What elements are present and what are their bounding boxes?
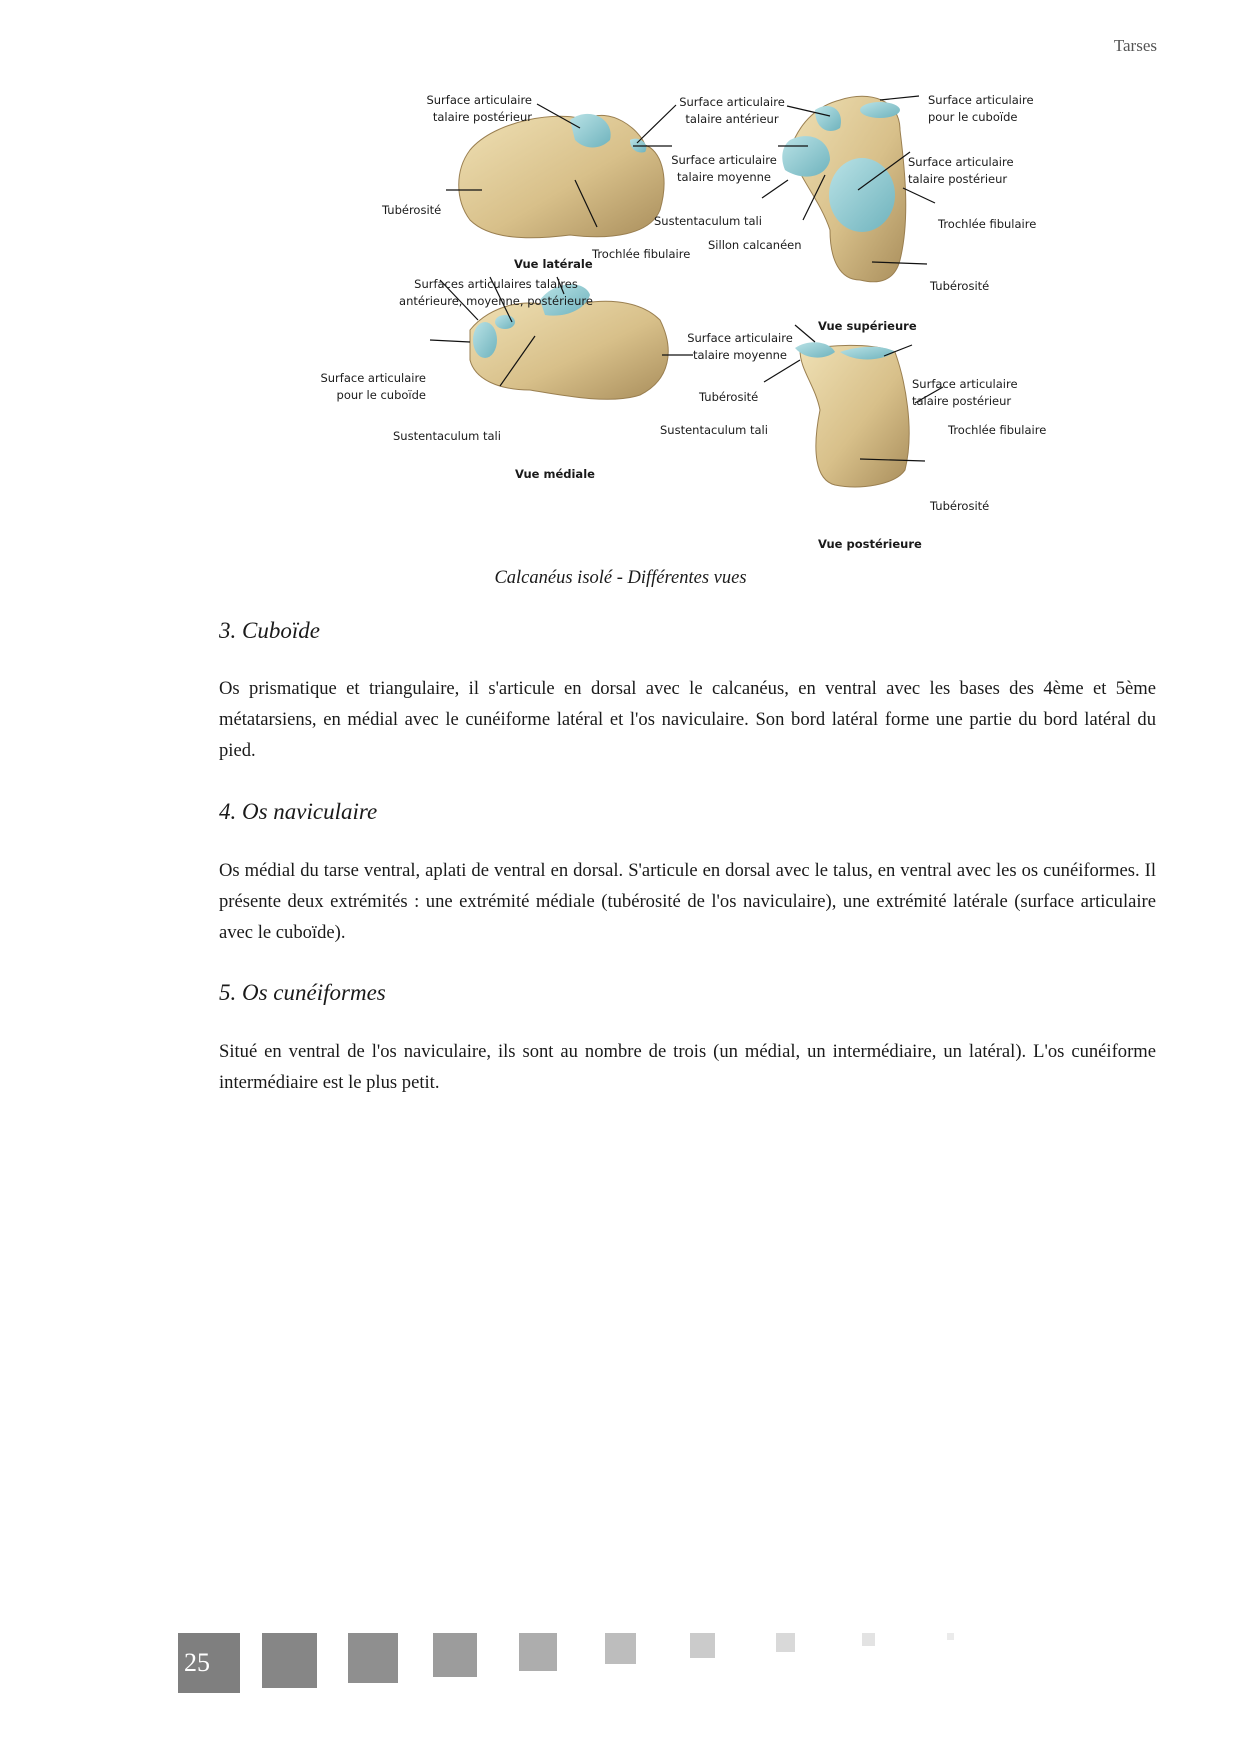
footer-square xyxy=(947,1633,954,1640)
label-lateral-trochlea: Trochlée fibulaire xyxy=(592,247,691,261)
label-medial-cuboid-surface: Surface articulaire pour le cuboïde xyxy=(320,371,426,402)
footer-square xyxy=(605,1633,636,1664)
label-lateral-tuberosity: Tubérosité xyxy=(382,203,442,217)
footer-square xyxy=(433,1633,477,1677)
footer-square xyxy=(519,1633,557,1671)
label-medial-sustentaculum: Sustentaculum tali xyxy=(393,429,501,443)
label-medial-tuberosity: Tubérosité xyxy=(699,390,759,404)
footer-square xyxy=(348,1633,398,1683)
section-title-cuneiformes: 5. Os cunéiformes xyxy=(219,980,386,1005)
footer-square xyxy=(862,1633,875,1646)
label-superior-view: Vue supérieure xyxy=(818,319,917,333)
label-posterior-sustentaculum: Sustentaculum tali xyxy=(660,423,768,437)
label-posterior-middle-surface: Surface articulaire talaire moyenne xyxy=(687,331,793,362)
running-header: Tarses xyxy=(1113,36,1157,55)
calcaneus-illustration xyxy=(0,80,1241,580)
footer-square xyxy=(690,1633,715,1658)
label-posterior-trochlea: Trochlée fibulaire xyxy=(948,423,1047,437)
footer-square xyxy=(262,1633,317,1688)
posterior-view-bone xyxy=(795,342,909,487)
footer-square xyxy=(776,1633,795,1652)
section-title-cuboide: 3. Cuboïde xyxy=(219,618,320,643)
calcaneus-figure xyxy=(0,80,1241,580)
section-text-cuneiformes: Situé en ventral de l'os naviculaire, ils sont au nombre de trois (un médial, un intermédiaire, un latéral). L'os cunéiforme intermédiaire est le plus petit. xyxy=(219,1041,1156,1093)
section-title-naviculaire: 4. Os naviculaire xyxy=(219,799,378,824)
label-posterior-tuberosity: Tubérosité xyxy=(930,499,990,513)
label-lateral-middle-surface: Surface articulaire talaire moyenne xyxy=(671,153,777,184)
label-superior-sustentaculum: Sustentaculum tali xyxy=(654,214,762,228)
label-lateral-view: Vue latérale xyxy=(514,257,593,271)
label-lateral-anterior-surface: Surface articulaire talaire antérieur xyxy=(679,95,785,126)
label-posterior-view: Vue postérieure xyxy=(818,537,922,551)
label-superior-posterior-surface: Surface articulaire talaire postérieur xyxy=(908,155,1014,186)
label-superior-sillon: Sillon calcanéen xyxy=(708,238,802,252)
section-text-naviculaire: Os médial du tarse ventral, aplati de ventral en dorsal. S'articule en dorsal avec le talus, en ventral avec les os cunéiformes. Il présente deux extrémités : une extrémité médiale (tubérosité de l'os naviculaire), une extrémité latérale (surface articulaire avec le cuboïde). xyxy=(219,860,1156,943)
section-text-cuboide: Os prismatique et triangulaire, il s'articule en dorsal avec le calcanéus, en ventral avec les bases des 4ème et 5ème métatarsiens, en médial avec le cunéiforme latéral et l'os naviculaire. Son bord latéral forme une partie du bord latéral du pied. xyxy=(219,678,1156,761)
label-superior-trochlea: Trochlée fibulaire xyxy=(938,217,1037,231)
lateral-view-bone xyxy=(459,114,664,238)
label-lateral-posterior-surface: Surface articulaire talaire postérieur xyxy=(426,93,532,124)
label-posterior-posterior-surface: Surface articulaire talaire postérieur xyxy=(912,377,1018,408)
label-medial-surfaces: Surfaces articulaires talaires antérieure, moyenne, postérieure xyxy=(399,277,593,308)
page-number: 25 xyxy=(178,1633,240,1693)
label-superior-cuboid-surface: Surface articulaire pour le cuboïde xyxy=(928,93,1034,124)
figure-caption: Calcanéus isolé - Différentes vues xyxy=(494,568,747,588)
label-superior-tuberosity: Tubérosité xyxy=(930,279,990,293)
label-medial-view: Vue médiale xyxy=(515,467,595,481)
